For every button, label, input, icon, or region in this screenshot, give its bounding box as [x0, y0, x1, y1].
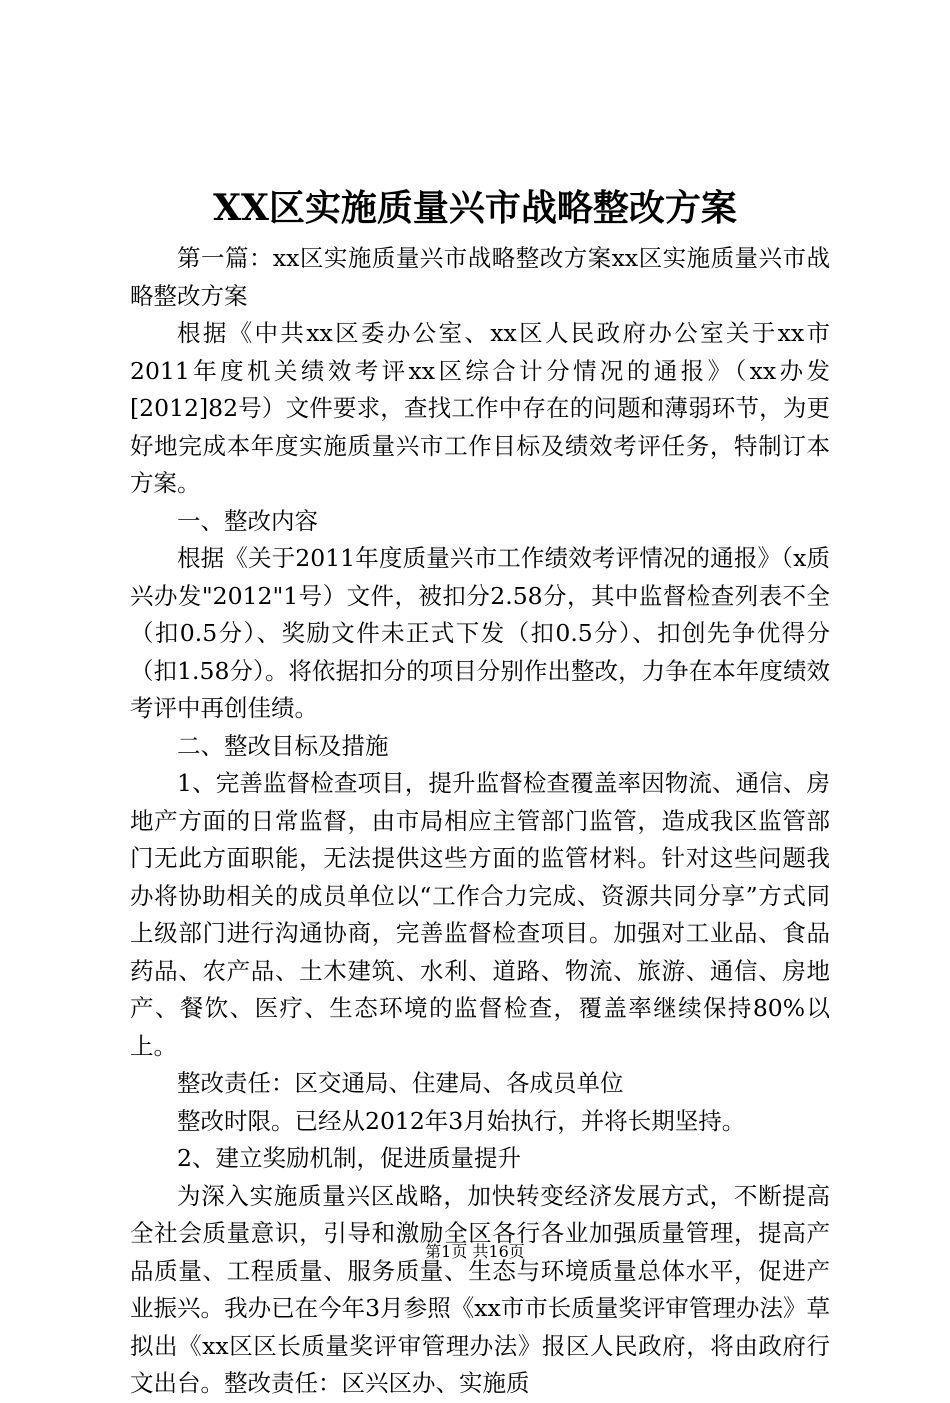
- paragraph: 为深入实施质量兴区战略，加快转变经济发展方式，不断提高全社会质量意识，引导和激励全区各行各业加强质量管理，提高产品质量、工程质量、服务质量、生态与环境质量总体水平，促进产业振兴。我办已在今年3月参照《xx市市长质量奖评审管理办法》草拟出《xx区区长质量奖评审管理办法》报区人民政府，将由政府行文出台。整改责任：区兴区办、实施质: [130, 1181, 830, 1397]
- paragraph: 整改责任：区交通局、住建局、各成员单位: [177, 1069, 624, 1097]
- subsection-heading: 2、建立奖励机制，促进质量提升: [177, 1144, 521, 1172]
- paragraph: 第一篇：xx区实施质量兴市战略整改方案xx区实施质量兴市战略整改方案: [130, 244, 830, 310]
- section-heading: 一、整改内容: [177, 506, 318, 535]
- paragraph: 根据《中共xx区委办公室、xx区人民政府办公室关于xx市2011年度机关绩效考评xx区综合计分情况的通报》（xx办发[2012]82号）文件要求，查找工作中存在的问题和薄弱环节，为更好地完成本年度实施质量兴市工作目标及绩效考评任务，特制订本方案。: [130, 319, 830, 497]
- page-number-footer: 第1页 共16页: [425, 1242, 525, 1261]
- paragraph: 1、完善监督检查项目，提升监督检查覆盖率因物流、通信、房地产方面的日常监督，由市局相应主管部门监管，造成我区监管部门无此方面职能，无法提供这些方面的监管材料。针对这些问题我办将协助相关的成员单位以“工作合力完成、资源共同分享”方式同上级部门进行沟通协商，完善监督检查项目。加强对工业品、食品药品、农产品、土木建筑、水利、道路、物流、旅游、通信、房地产、餐饮、医疗、生态环境的监督检查，覆盖率继续保持80%以上。: [130, 769, 830, 1060]
- paragraph: 整改时限。已经从2012年3月始执行，并将长期坚持。: [177, 1106, 746, 1135]
- document-body: [130, 240, 830, 1403]
- document-title: XX区实施质量兴市战略整改方案: [213, 187, 737, 229]
- paragraph: 根据《关于2011年度质量兴市工作绩效考评情况的通报》（x质兴办发"2012"1号）文件，被扣分2.58分，其中监督检查列表不全（扣0.5分）、奖励文件未正式下发（扣0.5分）、扣创先争优得分（扣1.58分）。将依据扣分的项目分别作出整改，力争在本年度绩效考评中再创佳绩。: [130, 544, 830, 722]
- section-heading: 二、整改目标及措施: [177, 731, 389, 760]
